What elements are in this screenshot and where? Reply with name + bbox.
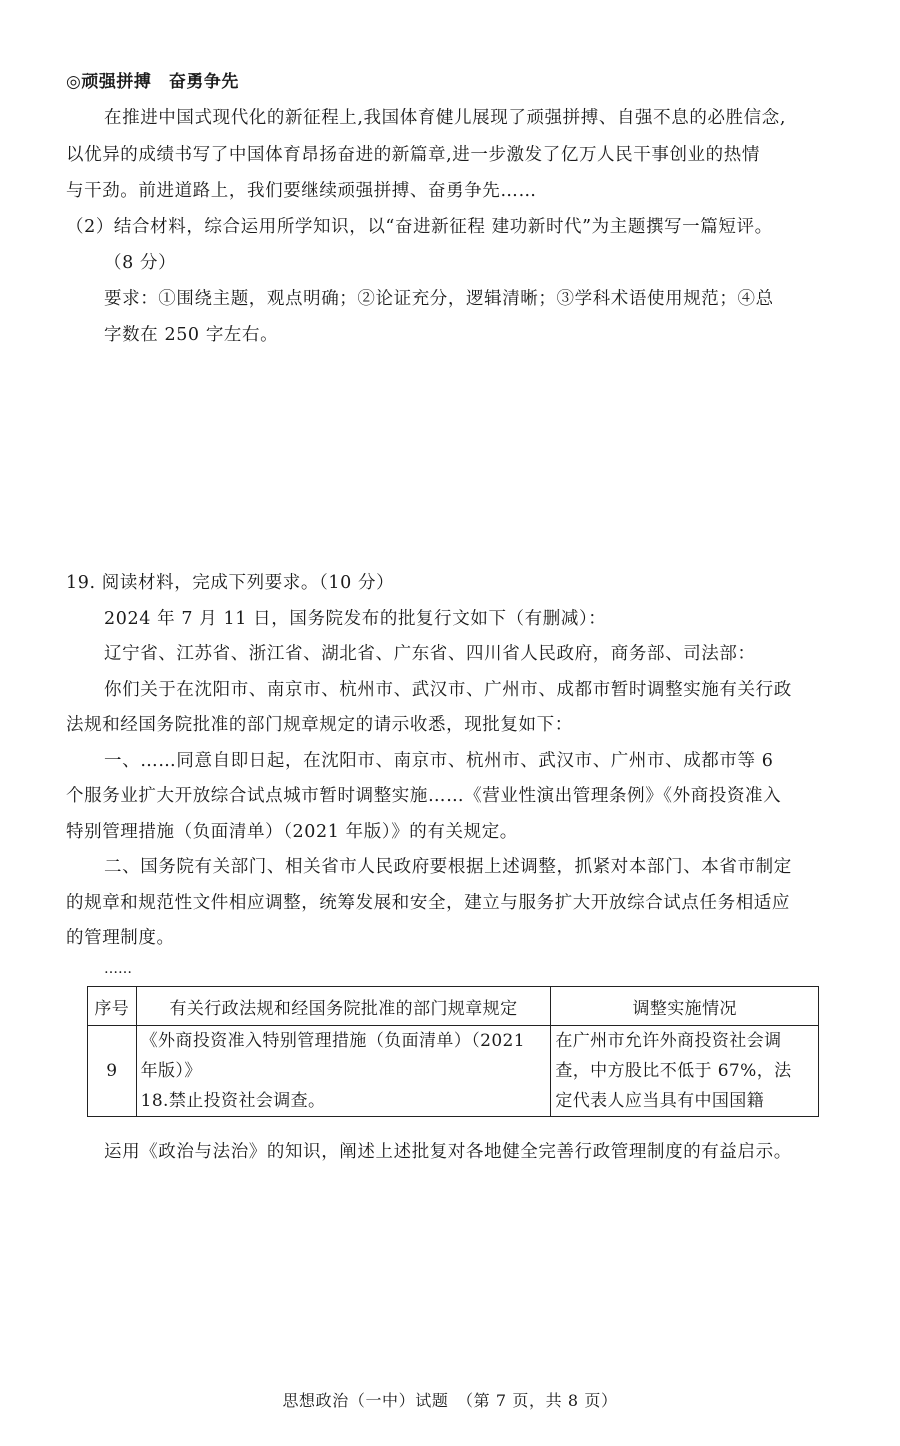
question-2-score: （8 分）	[104, 253, 177, 273]
row-rule	[136, 1026, 551, 1117]
paragraph-line: 在推进中国式现代化的新征程上,我国体育健儿展现了顽强拼搏、自强不息的必胜信念,	[104, 108, 787, 128]
page-footer: 思想政治（一中）试题 （第 7 页，共 8 页）	[282, 1391, 618, 1410]
rule-line: 18.禁止投资社会调查。	[140, 1091, 326, 1111]
rule-line: 年版）》	[140, 1061, 202, 1081]
material-line: 法规和经国务院批准的部门规章规定的请示收悉，现批复如下：	[66, 715, 573, 735]
material-line: 一、……同意自即日起，在沈阳市、南京市、杭州市、武汉市、广州市、成都市等 6	[104, 751, 774, 771]
question-19-title: 19. 阅读材料，完成下列要求。（10 分）	[66, 573, 395, 593]
material-line: 的规章和规范性文件相应调整，统筹发展和安全，建立与服务扩大开放综合试点任务相适应	[66, 893, 790, 913]
header-adjustment: 调整实施情况	[551, 987, 819, 1026]
header-number: 序号	[88, 987, 137, 1026]
adjustment-table	[87, 986, 819, 1117]
question-2-prompt: （2）结合材料，综合运用所学知识，以“奋进新征程 建功新时代”为主题撰写一篇短评。	[66, 217, 773, 237]
material-line: 特别管理措施（负面清单）（2021 年版）》的有关规定。	[66, 822, 518, 842]
question-2-requirement: 要求：①围绕主题，观点明确；②论证充分，逻辑清晰；③学科术语使用规范；④总	[104, 289, 774, 309]
adjust-line: 定代表人应当具有中国国籍	[555, 1091, 765, 1111]
material-line: 2024 年 7 月 11 日，国务院发布的批复行文如下（有删减）：	[104, 609, 607, 629]
table-row	[88, 1026, 819, 1117]
material-line: 辽宁省、江苏省、浙江省、湖北省、广东省、四川省人民政府，商务部、司法部：	[104, 644, 756, 664]
material-line: 你们关于在沈阳市、南京市、杭州市、武汉市、广州市、成都市暂时调整实施有关行政	[104, 680, 792, 700]
question-19-prompt: 运用《政治与法治》的知识，阐述上述批复对各地健全完善行政管理制度的有益启示。	[104, 1142, 792, 1162]
paragraph-line: 以优异的成绩书写了中国体育昂扬奋进的新篇章,进一步激发了亿万人民干事创业的热情	[66, 145, 760, 165]
section-heading: ◎顽强拼搏 奋勇争先	[66, 72, 239, 92]
table-header-row	[88, 987, 819, 1026]
question-2-requirement: 字数在 250 字左右。	[104, 325, 279, 345]
row-number: 9	[88, 1026, 137, 1117]
ellipsis: ……	[104, 961, 132, 977]
header-rule: 有关行政法规和经国务院批准的部门规章规定	[136, 987, 551, 1026]
material-line: 个服务业扩大开放综合试点城市暂时调整实施……《营业性演出管理条例》《外商投资准入	[66, 786, 782, 806]
adjust-line: 查，中方股比不低于 67%，法	[555, 1061, 792, 1081]
material-line: 二、国务院有关部门、相关省市人民政府要根据上述调整，抓紧对本部门、本省市制定	[104, 857, 792, 877]
row-adjustment	[551, 1026, 819, 1117]
adjust-line: 在广州市允许外商投资社会调	[555, 1031, 782, 1051]
rule-line: 《外商投资准入特别管理措施（负面清单）（2021	[140, 1031, 525, 1051]
paragraph-line: 与干劲。前进道路上，我们要继续顽强拼搏、奋勇争先……	[66, 181, 537, 201]
material-line: 的管理制度。	[66, 928, 175, 948]
